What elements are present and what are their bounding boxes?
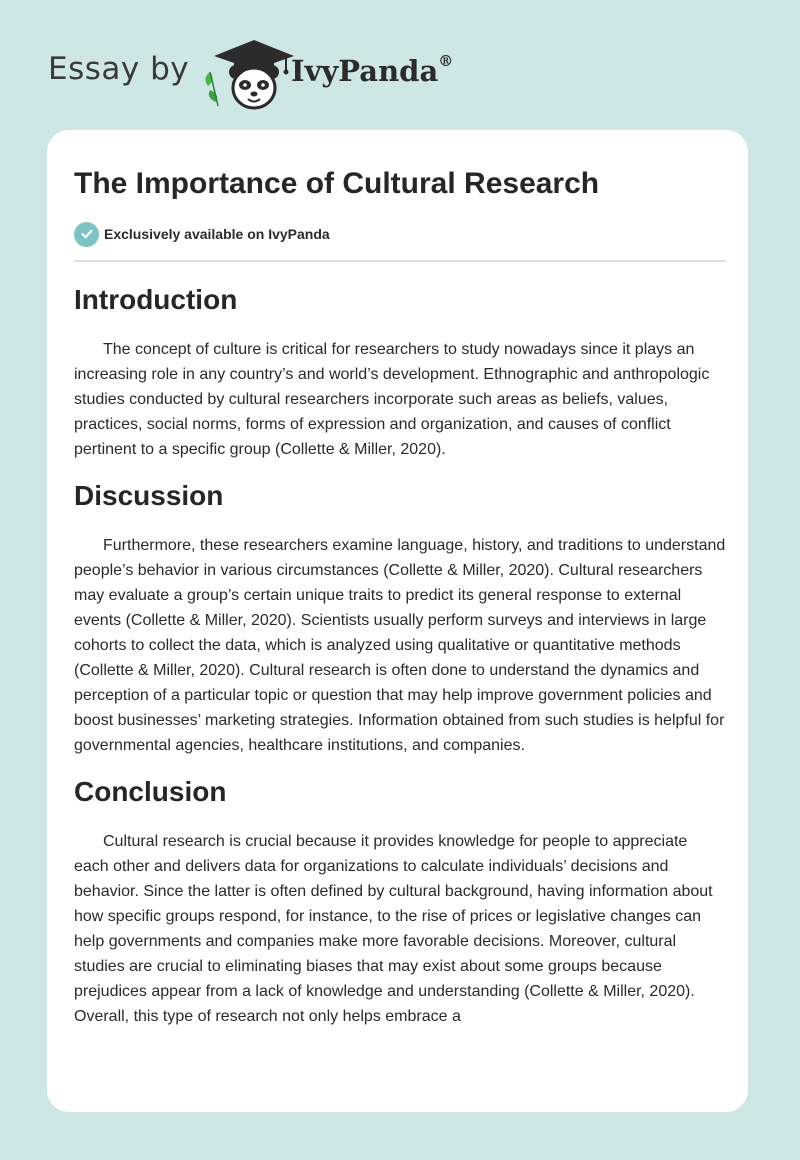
brand-text: IvyPanda (291, 54, 439, 88)
registered-mark: ® (438, 52, 454, 71)
essay-content (74, 166, 726, 1029)
section-heading-discussion: Discussion (74, 480, 224, 511)
site-header (48, 30, 748, 110)
badge-text: Exclusively available on IvyPanda (104, 226, 330, 242)
panda-graduate-icon[interactable] (200, 36, 296, 112)
section-heading-conclusion: Conclusion (74, 776, 227, 807)
check-icon (74, 222, 99, 247)
section-paragraph-conclusion: Cultural research is crucial because it provides knowledge for people to appreciate each other and delivers data for organizations to calculate individuals’ decisions and behavior. Since the latter is often defined by cultural background, having information about how specific groups respond, for instance, to the rise of prices or legislative changes can help governments and companies make more favorable decisions. Moreover, cultural studies are crucial to eliminating biases that may exist about some groups because prejudices appear from a lack of knowledge and understanding (Collette & Miller, 2020). Overall, this type of research not only helps embrace a (74, 833, 713, 1025)
section-heading-introduction: Introduction (74, 284, 238, 315)
section-paragraph-introduction: The concept of culture is critical for researchers to study nowadays since it plays an increasing role in any country’s and world’s development. Ethnographic and anthropologic studies conducted by cultural researchers incorporate such areas as beliefs, values, practices, social norms, forms of expression and organization, and causes of conflict pertinent to a specific group (Collette & Miller, 2020). (74, 341, 710, 458)
title-divider (74, 260, 726, 262)
exclusive-badge (74, 221, 726, 247)
page-title: The Importance of Cultural Research (74, 167, 600, 200)
essay-by-label: Essay by (48, 51, 190, 87)
brand-name[interactable] (291, 54, 453, 88)
section-paragraph-discussion: Furthermore, these researchers examine language, history, and traditions to understand people’s behavior in various circumstances (Collette & Miller, 2020). Cultural researchers may evaluate a group’s certain unique traits to predict its general response to external events (Collette & Miller, 2020). Scientists usually perform surveys and interviews in large cohorts to collect the data, which is analyzed using qualitative or quantitative methods (Collette & Miller, 2020). Cultural research is often done to understand the dynamics and perception of a particular topic or question that may help improve government policies and boost businesses’ marketing strategies. Information obtained from such studies is helpful for governmental agencies, healthcare institutions, and companies. (74, 537, 726, 754)
essay-card (47, 130, 748, 1112)
